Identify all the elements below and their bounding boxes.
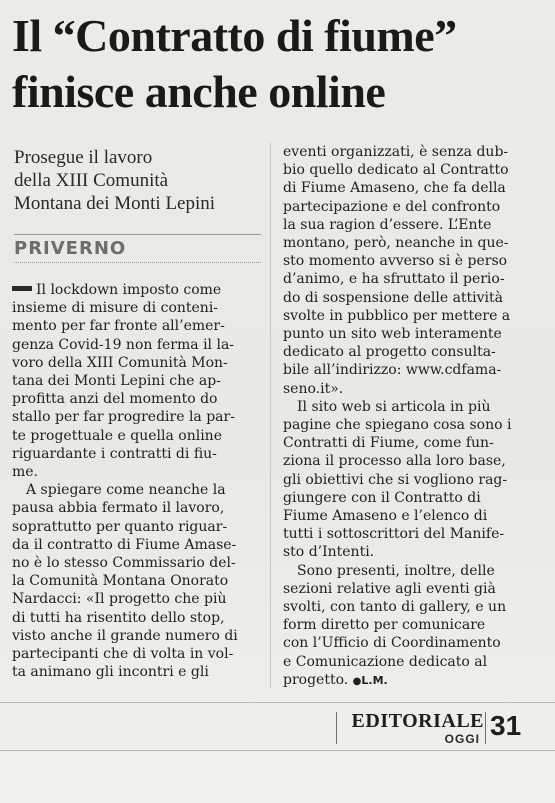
- publication-name: EDITORIALE: [351, 710, 484, 732]
- text-line: pagine che spiegano cosa sono i: [283, 417, 512, 434]
- page-number: 31: [490, 710, 522, 741]
- article-column-left: [12, 281, 262, 681]
- text-line: riguardante i contratti di fiu-: [12, 445, 217, 462]
- text-line-last: progetto. ●L.M.: [283, 671, 388, 688]
- text-line: dedicato al progetto consulta-: [283, 344, 496, 361]
- text-line: seno.it».: [283, 380, 344, 397]
- text-line: ta animano gli incontri e gli: [12, 664, 209, 681]
- text-line: montano, però, neanche in que-: [283, 235, 509, 252]
- text-line: tana dei Monti Lepini che ap-: [12, 373, 221, 390]
- subhead-line-3: Montana dei Monti Lepini: [14, 193, 216, 214]
- text-line: giungere con il Contratto di: [283, 489, 481, 506]
- text-line: la Comunità Montana Onorato: [12, 573, 229, 590]
- text-line: insieme di misure di conteni-: [12, 300, 219, 317]
- text-line: punto un sito web interamente: [283, 326, 502, 343]
- text-line: sto d’Intenti.: [283, 544, 375, 561]
- text-line: bile all’indirizzo: www.cdfama-: [283, 362, 502, 379]
- text-line: genza Covid-19 non ferma il la-: [12, 336, 235, 353]
- text-line: partecipazione e del confronto: [283, 198, 501, 215]
- text-line: profitta anzi del momento do: [12, 391, 218, 408]
- headline-line-2: finisce anche online: [12, 66, 386, 117]
- text-line: con l’Ufficio di Coordinamento: [283, 635, 501, 652]
- text-line: la sua ragion d’essere. L’Ente: [283, 216, 492, 233]
- text-line: soprattutto per quanto riguar-: [12, 518, 228, 535]
- text-line: Nardacci: «Il progetto che più: [12, 591, 227, 608]
- text-line: di Fiume Amaseno, che fa della: [283, 180, 506, 197]
- text-line: tutti i sottoscrittori del Manife-: [283, 526, 505, 543]
- text-line: svolti, con tanto di gallery, e un: [283, 599, 507, 616]
- footer-separator: [485, 712, 486, 744]
- article-column-right: [283, 143, 533, 691]
- text-line: gli obiettivi che si vogliono rag-: [283, 471, 508, 488]
- text-line: stallo per far progredire la par-: [12, 409, 235, 426]
- divider: [14, 234, 261, 235]
- dateline-location: PRIVERNO: [14, 238, 127, 259]
- text-line: A spiegare come neanche la: [26, 482, 226, 499]
- text-line: partecipanti che di volta in vol-: [12, 646, 234, 663]
- text-line: visto anche il grande numero di: [12, 627, 238, 644]
- text-line: Il sito web si articola in più: [297, 398, 491, 415]
- text-line: form diretto per comunicare: [283, 617, 486, 634]
- text-line: sto momento avverso si è perso: [283, 253, 508, 270]
- column-divider: [270, 143, 271, 688]
- text-line: Il lockdown imposto come: [12, 281, 262, 299]
- divider: [14, 262, 261, 263]
- paragraph-marker-icon: [12, 286, 32, 291]
- text-line: pausa abbia fermato il lavoro,: [12, 500, 225, 517]
- text-line: d’animo, e ha sfruttato il perio-: [283, 271, 505, 288]
- signature-dot-icon: ●: [352, 675, 362, 687]
- text-line: do di sospensione delle attività: [283, 289, 504, 306]
- text-line: bio quello dedicato al Contratto: [283, 162, 509, 179]
- text-line: svolte in pubblico per mettere a: [283, 307, 511, 324]
- publication-subname: OGGI: [444, 732, 480, 746]
- footer-divider: [0, 750, 555, 751]
- text-line: me.: [12, 464, 39, 481]
- text-line: no è lo stesso Commissario del-: [12, 555, 236, 572]
- footer-separator: [336, 712, 337, 744]
- text-line: ziona il processo alla loro base,: [283, 453, 506, 470]
- text-line: Fiume Amaseno e l’elenco di: [283, 508, 488, 525]
- author-signature: L.M.: [361, 673, 388, 687]
- text-line: di tutti ha risentito dello stop,: [12, 609, 225, 626]
- footer-divider: [0, 702, 555, 703]
- headline-line-1: Il “Contratto di fiume”: [12, 10, 457, 61]
- text-line: Sono presenti, inoltre, delle: [297, 562, 495, 579]
- text-line: e Comunicazione dedicato al: [283, 653, 488, 670]
- text-line: Contratti di Fiume, come fun-: [283, 435, 494, 452]
- subhead-line-1: Prosegue il lavoro: [14, 147, 153, 168]
- text-line: eventi organizzati, è senza dub-: [283, 144, 509, 160]
- text-line: da il contratto di Fiume Amase-: [12, 536, 237, 553]
- subhead-line-2: della XIII Comunità: [14, 170, 169, 191]
- article-headline: [12, 8, 532, 120]
- text-line: te progettuale e quella online: [12, 427, 222, 444]
- article-subheadline: [14, 146, 264, 215]
- text-line: voro della XIII Comunità Mon-: [12, 354, 228, 371]
- text-line: sezioni relative agli eventi già: [283, 580, 496, 597]
- text-line: mento per far fronte all’emer-: [12, 318, 225, 335]
